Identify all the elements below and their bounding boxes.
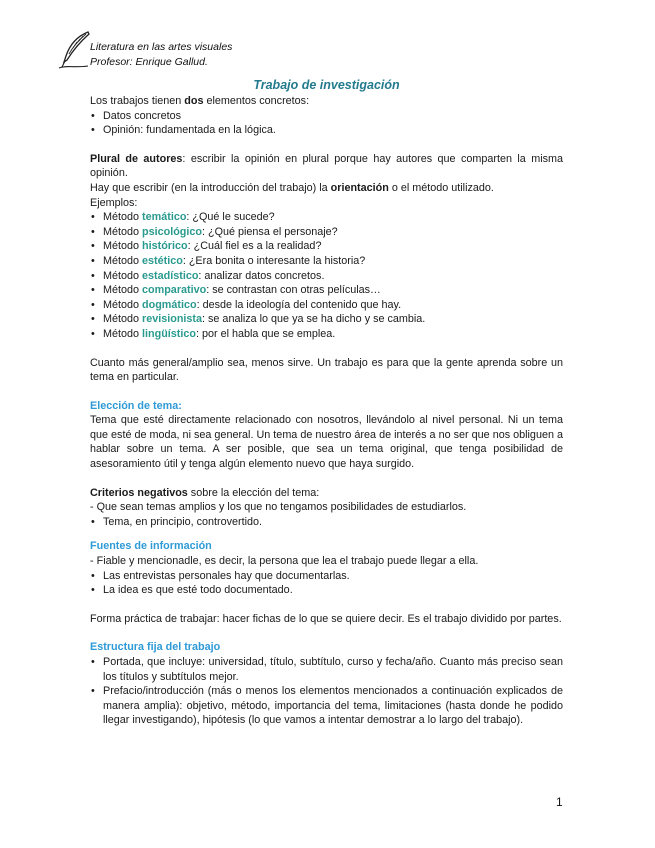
criterios-text: sobre la elección del tema:	[187, 486, 320, 499]
list-item: • Método histórico: ¿Cuál fiel es a la realidad?	[90, 239, 563, 254]
fuentes-list	[90, 569, 563, 598]
list-item: • Método psicológico: ¿Qué piensa el personaje?	[90, 225, 563, 240]
intro-list	[90, 109, 563, 138]
course-name: Literatura en las artes visuales	[90, 41, 233, 53]
list-item: • Método estético: ¿Era bonita o interesante la historia?	[90, 254, 563, 269]
list-item: • Las entrevistas personales hay que documentarlas.	[90, 569, 563, 584]
criterios-paragraph	[90, 486, 563, 501]
orient-bold: orientación	[330, 181, 389, 194]
fuentes-dash-line: - Fiable y mencionadle, es decir, la persona que lea el trabajo puede llegar a ella.	[90, 555, 479, 568]
list-item: • La idea es que esté todo documentado.	[90, 583, 563, 598]
section-heading-eleccion: Elección de tema:	[90, 399, 182, 412]
section-heading-estructura: Estructura fija del trabajo	[90, 641, 221, 654]
plural-bold: Plural de autores	[90, 152, 183, 165]
professor-name: Profesor: Enrique Gallud.	[90, 56, 208, 68]
document-body	[90, 78, 563, 728]
estructura-list	[90, 655, 563, 728]
list-item: • Método lingüístico: por el habla que se emplea.	[90, 327, 563, 342]
intro-bold: dos	[184, 95, 204, 107]
examples-label: Ejemplos:	[90, 196, 138, 209]
intro-post: elementos concretos:	[203, 95, 310, 107]
list-item: • Método estadístico: analizar datos concretos.	[90, 269, 563, 284]
plural-text: : escribir la opinión en plural porque hay autores que comparten la misma opinión.	[90, 152, 563, 180]
header-text	[90, 40, 350, 70]
orientation-paragraph	[90, 181, 563, 196]
criterios-dash-line: - Que sean temas amplios y los que no tengamos posibilidades de estudiarlos.	[90, 501, 467, 514]
criterios-list	[90, 515, 563, 530]
criterios-bold: Criterios negativos	[90, 486, 188, 499]
intro-pre: Los trabajos tienen	[90, 95, 185, 107]
list-item: • Prefacio/introducción (más o menos los elementos mencionados a continuación explicados de manera amplia): objetivo, método, importancia del tema, limitaciones (hasta donde he podido llegar investigando), hipótesis (lo que vamos a intentar demostrar a lo largo del trabajo).	[90, 684, 563, 728]
forma-paragraph: Forma práctica de trabajar: hacer fichas de lo que se quiere decir. Es el trabajo dividido por partes.	[90, 612, 562, 625]
section-heading-fuentes: Fuentes de información	[90, 540, 212, 553]
list-item: • Datos concretos	[90, 109, 563, 124]
general-paragraph: Cuanto más general/amplio sea, menos sirve. Un trabajo es para que la gente aprenda sobre un tema en particular.	[90, 356, 563, 384]
orient-post: o el método utilizado.	[388, 181, 494, 194]
list-item: • Método temático: ¿Qué le sucede?	[90, 210, 563, 225]
list-item: • Método dogmático: desde la ideología del contenido que hay.	[90, 298, 563, 313]
quill-pen-icon	[58, 30, 92, 70]
eleccion-paragraph: Tema que esté directamente relacionado con nosotros, llevándolo al nivel personal. Ni un tema que esté de moda, ni sea general. Un tema de nuestro área de interés a no ser que nos obliguen a hablar sobre un tema. A ser posible, que sea un tema original, que tenga posibilidad de asesoramiento útil y tenga algún elemento nuevo que haya surgido.	[90, 414, 563, 471]
orient-pre: Hay que escribir (en la introducción del trabajo) la	[90, 181, 331, 194]
intro-paragraph	[90, 94, 563, 109]
list-item: • Tema, en principio, controvertido.	[90, 515, 563, 530]
plural-paragraph	[90, 152, 563, 181]
list-item: • Portada, que incluye: universidad, título, subtítulo, curso y fecha/año. Cuanto más preciso sean los títulos y subtítulos mejor.	[90, 655, 563, 684]
methods-list	[90, 210, 563, 341]
list-item: • Método revisionista: se analiza lo que ya se ha dicho y se cambia.	[90, 312, 563, 327]
document-title: Trabajo de investigación	[253, 78, 400, 92]
list-item: • Método comparativo: se contrastan con otras películas…	[90, 283, 563, 298]
list-item: • Opinión: fundamentada en la lógica.	[90, 123, 563, 138]
page-number: 1	[556, 795, 563, 809]
